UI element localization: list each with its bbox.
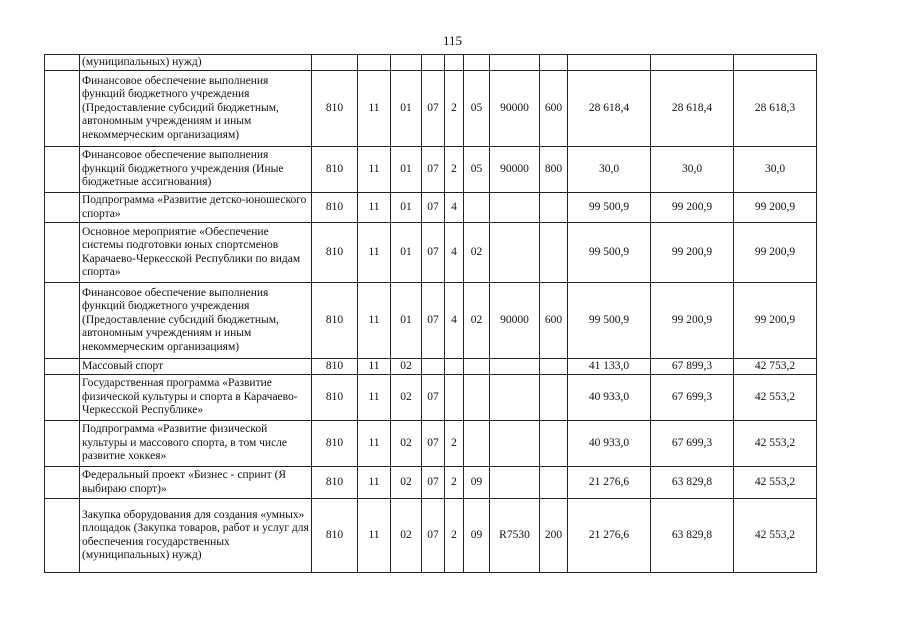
amount-year-3: 99 200,9 (734, 193, 817, 223)
ministry-code: 810 (312, 421, 358, 467)
subsection-code: 01 (391, 193, 422, 223)
expense-type-code (540, 55, 568, 71)
subsection-code: 02 (391, 421, 422, 467)
program-code: 07 (422, 223, 445, 283)
amount-year-2: 67 699,3 (651, 421, 734, 467)
table-row (45, 467, 817, 499)
row-name: Финансовое обеспечение выполнения функций бюджетного учреждения (Предоставление субсидий бюджетным, автономным учреждениям и иным некоммерческим организациям) (80, 283, 312, 359)
row-name: Подпрограмма «Развитие детско-юношеского спорта» (80, 193, 312, 223)
amount-year-3: 28 618,3 (734, 71, 817, 147)
row-name: Закупка оборудования для создания «умных» площадок (Закупка товаров, работ и услуг для обеспечения государственных (муниципальных) нужд) (80, 499, 312, 573)
ministry-code: 810 (312, 283, 358, 359)
amount-year-3: 99 200,9 (734, 223, 817, 283)
program-code: 07 (422, 71, 445, 147)
program-code: 07 (422, 283, 445, 359)
amount-year-1: 30,0 (568, 147, 651, 193)
table-row (45, 375, 817, 421)
event-code: 02 (464, 223, 490, 283)
section-code: 11 (358, 375, 391, 421)
program-code (422, 55, 445, 71)
ministry-code: 810 (312, 359, 358, 375)
event-code (464, 193, 490, 223)
subsection-code: 02 (391, 467, 422, 499)
program-code: 07 (422, 421, 445, 467)
section-code: 11 (358, 147, 391, 193)
subprogram-code: 4 (445, 283, 464, 359)
program-code: 07 (422, 147, 445, 193)
direction-code: 90000 (490, 71, 540, 147)
section-code: 11 (358, 359, 391, 375)
amount-year-3: 30,0 (734, 147, 817, 193)
amount-year-1: 40 933,0 (568, 375, 651, 421)
program-code: 07 (422, 499, 445, 573)
expense-type-code (540, 467, 568, 499)
row-name: Подпрограмма «Развитие физической культуры и массового спорта, в том числе развитие хоккея» (80, 421, 312, 467)
subprogram-code: 2 (445, 421, 464, 467)
subsection-code: 02 (391, 375, 422, 421)
amount-year-3: 42 553,2 (734, 467, 817, 499)
event-code: 09 (464, 499, 490, 573)
expense-type-code (540, 359, 568, 375)
direction-code (490, 421, 540, 467)
amount-year-2: 99 200,9 (651, 283, 734, 359)
amount-year-1: 21 276,6 (568, 467, 651, 499)
row-name: Финансовое обеспечение выполнения функций бюджетного учреждения (Предоставление субсидий бюджетным, автономным учреждениям и иным некоммерческим организациям) (80, 71, 312, 147)
direction-code (490, 223, 540, 283)
first-cell (45, 147, 80, 193)
first-cell (45, 421, 80, 467)
expense-type-code (540, 421, 568, 467)
expense-type-code: 800 (540, 147, 568, 193)
section-code: 11 (358, 223, 391, 283)
table-row (45, 499, 817, 573)
first-cell (45, 193, 80, 223)
amount-year-2: 28 618,4 (651, 71, 734, 147)
ministry-code: 810 (312, 499, 358, 573)
ministry-code (312, 55, 358, 71)
direction-code (490, 375, 540, 421)
amount-year-1: 99 500,9 (568, 283, 651, 359)
program-code: 07 (422, 193, 445, 223)
subsection-code (391, 55, 422, 71)
amount-year-1: 99 500,9 (568, 223, 651, 283)
first-cell (45, 223, 80, 283)
expense-type-code (540, 375, 568, 421)
program-code (422, 359, 445, 375)
table-row (45, 147, 817, 193)
ministry-code: 810 (312, 467, 358, 499)
subsection-code: 01 (391, 147, 422, 193)
table-row (45, 193, 817, 223)
row-name: Массовый спорт (80, 359, 312, 375)
direction-code (490, 467, 540, 499)
budget-table (44, 54, 817, 573)
amount-year-3: 42 753,2 (734, 359, 817, 375)
first-cell (45, 467, 80, 499)
table-row (45, 223, 817, 283)
amount-year-2 (651, 55, 734, 71)
section-code: 11 (358, 499, 391, 573)
event-code: 05 (464, 71, 490, 147)
subprogram-code (445, 55, 464, 71)
subprogram-code: 2 (445, 71, 464, 147)
amount-year-1: 28 618,4 (568, 71, 651, 147)
section-code: 11 (358, 421, 391, 467)
subprogram-code: 2 (445, 499, 464, 573)
subprogram-code: 2 (445, 467, 464, 499)
first-cell (45, 499, 80, 573)
event-code (464, 359, 490, 375)
row-name: Основное мероприятие «Обеспечение системы подготовки юных спортсменов Карачаево-Черкесской Республики по видам спорта» (80, 223, 312, 283)
amount-year-3: 42 553,2 (734, 375, 817, 421)
row-name: Федеральный проект «Бизнес - спринт (Я выбираю спорт)» (80, 467, 312, 499)
row-name: Государственная программа «Развитие физической культуры и спорта в Карачаево-Черкесской Республике» (80, 375, 312, 421)
ministry-code: 810 (312, 71, 358, 147)
subprogram-code: 2 (445, 147, 464, 193)
expense-type-code: 600 (540, 71, 568, 147)
table-row (45, 421, 817, 467)
subprogram-code (445, 375, 464, 421)
section-code (358, 55, 391, 71)
direction-code: 90000 (490, 147, 540, 193)
amount-year-2: 63 829,8 (651, 499, 734, 573)
expense-type-code (540, 193, 568, 223)
amount-year-2: 30,0 (651, 147, 734, 193)
row-name: (муниципальных) нужд) (80, 55, 312, 71)
amount-year-2: 63 829,8 (651, 467, 734, 499)
direction-code: R7530 (490, 499, 540, 573)
ministry-code: 810 (312, 223, 358, 283)
first-cell (45, 375, 80, 421)
amount-year-2: 99 200,9 (651, 193, 734, 223)
subsection-code: 02 (391, 499, 422, 573)
direction-code (490, 359, 540, 375)
amount-year-3 (734, 55, 817, 71)
event-code: 02 (464, 283, 490, 359)
subsection-code: 02 (391, 359, 422, 375)
ministry-code: 810 (312, 375, 358, 421)
subprogram-code (445, 359, 464, 375)
page-number: 115 (442, 33, 463, 48)
program-code: 07 (422, 467, 445, 499)
subprogram-code: 4 (445, 193, 464, 223)
first-cell (45, 283, 80, 359)
table-row (45, 55, 817, 71)
amount-year-1: 41 133,0 (568, 359, 651, 375)
expense-type-code: 200 (540, 499, 568, 573)
event-code: 09 (464, 467, 490, 499)
event-code (464, 55, 490, 71)
table-row (45, 359, 817, 375)
amount-year-3: 42 553,2 (734, 499, 817, 573)
expense-type-code (540, 223, 568, 283)
amount-year-1: 99 500,9 (568, 193, 651, 223)
section-code: 11 (358, 71, 391, 147)
direction-code (490, 193, 540, 223)
program-code: 07 (422, 375, 445, 421)
amount-year-2: 67 699,3 (651, 375, 734, 421)
ministry-code: 810 (312, 193, 358, 223)
subprogram-code: 4 (445, 223, 464, 283)
ministry-code: 810 (312, 147, 358, 193)
event-code (464, 375, 490, 421)
subsection-code: 01 (391, 283, 422, 359)
subsection-code: 01 (391, 71, 422, 147)
amount-year-1: 21 276,6 (568, 499, 651, 573)
table-row (45, 71, 817, 147)
amount-year-2: 67 899,3 (651, 359, 734, 375)
first-cell (45, 71, 80, 147)
amount-year-2: 99 200,9 (651, 223, 734, 283)
budget-table-body (45, 55, 817, 573)
section-code: 11 (358, 193, 391, 223)
section-code: 11 (358, 283, 391, 359)
event-code: 05 (464, 147, 490, 193)
amount-year-1: 40 933,0 (568, 421, 651, 467)
direction-code (490, 55, 540, 71)
subsection-code: 01 (391, 223, 422, 283)
row-name: Финансовое обеспечение выполнения функций бюджетного учреждения (Иные бюджетные ассигнования) (80, 147, 312, 193)
amount-year-3: 99 200,9 (734, 283, 817, 359)
direction-code: 90000 (490, 283, 540, 359)
first-cell (45, 55, 80, 71)
section-code: 11 (358, 467, 391, 499)
table-row (45, 283, 817, 359)
first-cell (45, 359, 80, 375)
amount-year-1 (568, 55, 651, 71)
amount-year-3: 42 553,2 (734, 421, 817, 467)
event-code (464, 421, 490, 467)
expense-type-code: 600 (540, 283, 568, 359)
